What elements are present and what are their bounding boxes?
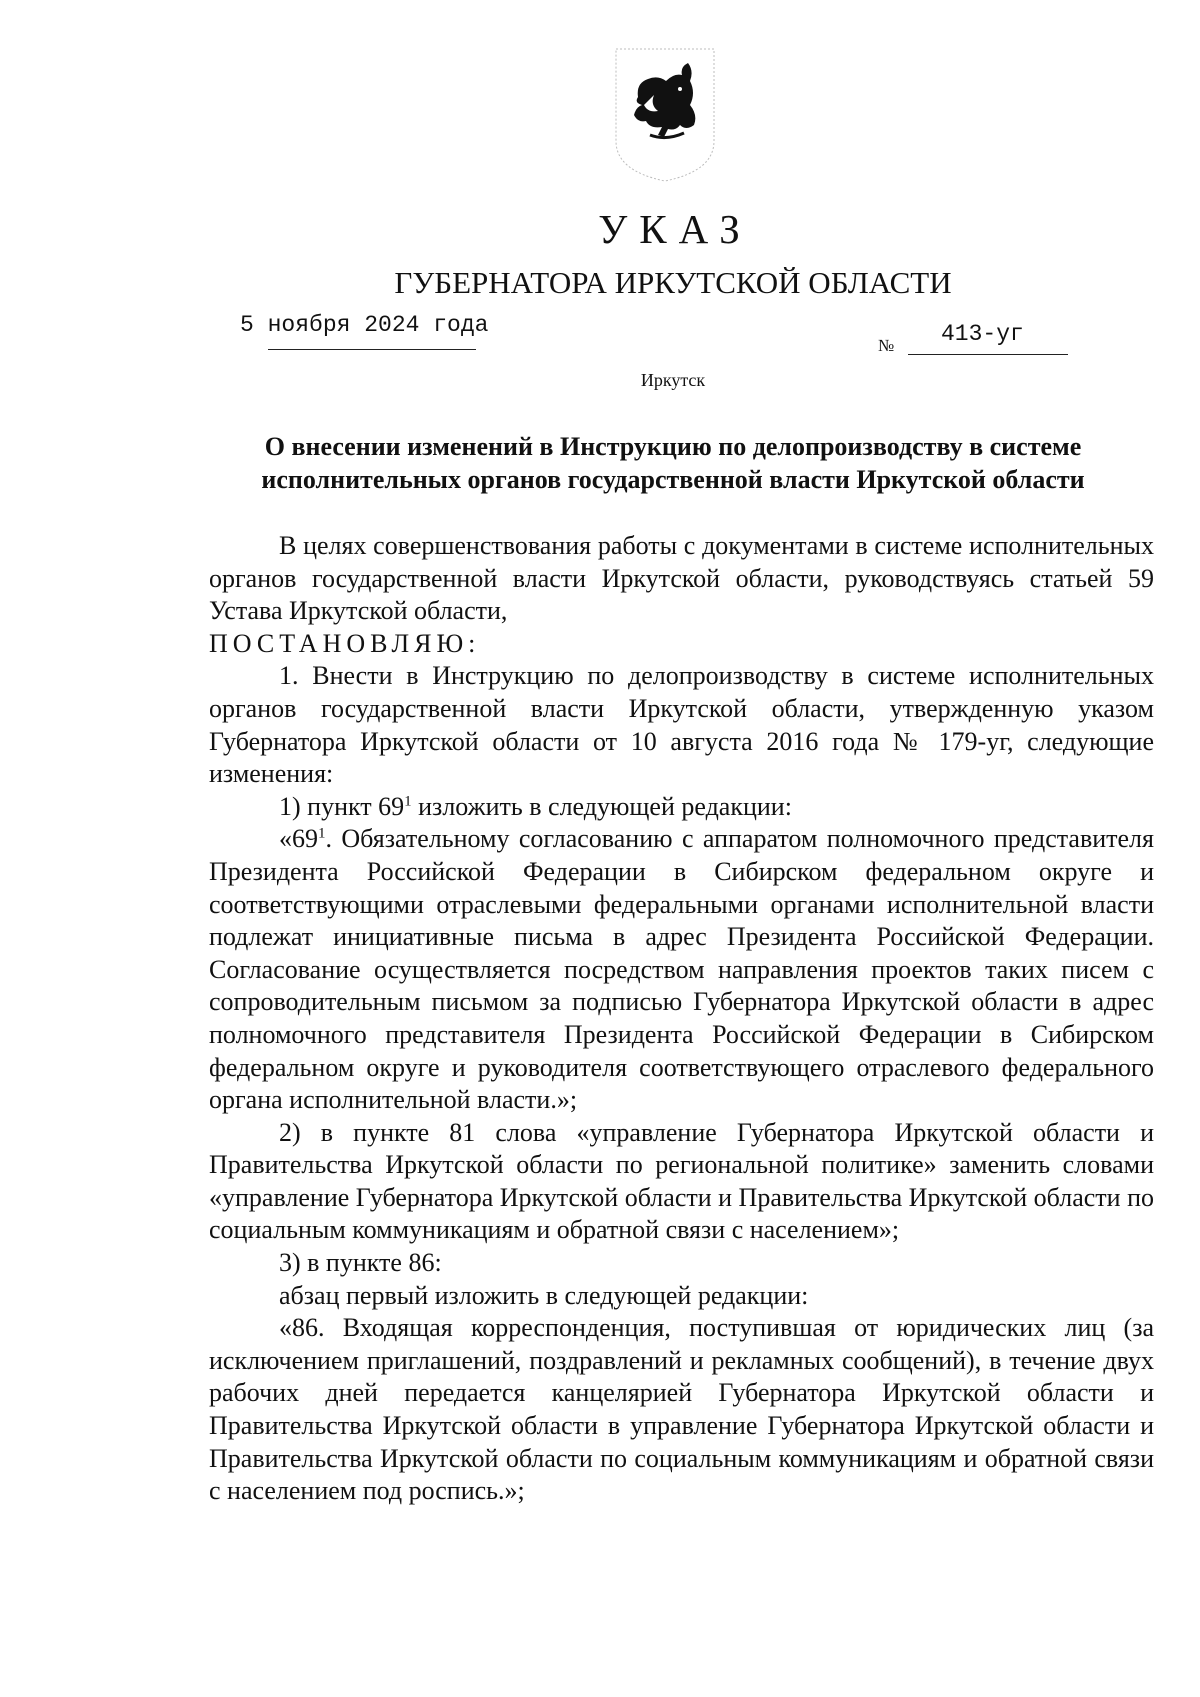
quote-69-superscript: 1 <box>318 825 326 842</box>
decree-word: ПОСТАНОВЛЯЮ: <box>209 628 481 658</box>
subitem-1-text-a: 1) пункт 69 <box>279 791 405 821</box>
item-1-paragraph: 1. Внести в Инструкцию по делопроизводству в системе исполнительных органов государственной власти Иркутской области, утвержденную указом Губернатора Иркутской области от 10 августа 2016 года № 179-уг, следующие изменения: <box>209 661 1154 789</box>
document-body <box>209 530 1154 1508</box>
coat-of-arms-emblem <box>610 45 720 185</box>
subitem-2-paragraph: 2) в пункте 81 слова «управление Губернатора Иркутской области и Правительства Иркутской области по региональной политике» заменить словами «управление Губернатора Иркутской области и Правительства Иркутской области по социальным коммуникациям и обратной связи с населением»; <box>209 1117 1154 1245</box>
subitem-3-paragraph: 3) в пункте 86: <box>279 1248 442 1278</box>
heading-line-2: исполнительных органов государственной власти Иркутской области <box>261 465 1085 494</box>
quote-86-paragraph: «86. Входящая корреспонденция, поступившая от юридических лиц (за исключением приглашений, поздравлений и рекламных сообщений), в течение двух рабочих дней передается канцелярией Губернатора Иркутской области и Правительства Иркутской области в управление Губернатора Иркутской области и Правительства Иркутской области по социальным коммуникациям и обратной связи с населением под роспись.»; <box>209 1313 1154 1506</box>
document-heading <box>200 430 1146 496</box>
heading-line-1: О внесении изменений в Инструкцию по делопроизводству в системе <box>264 432 1082 461</box>
subitem-1-superscript: 1 <box>404 793 412 810</box>
number-underline <box>908 354 1068 355</box>
document-date: 5 ноября 2024 года <box>240 312 489 338</box>
intro-paragraph: В целях совершенствования работы с документами в системе исполнительных органов государственной власти Иркутской области, руководствуясь статьей 59 Устава Иркутской области, <box>209 531 1154 626</box>
quote-69-text-b: . Обязательному согласованию с аппаратом полномочного представителя Президента Российской Федерации в Сибирском федеральном округе и соответствующими отраслевыми федеральными органами исполнительной власти подлежат инициативные письма в адрес Президента Российской Федерации. Согласование осуществляется посредством направления проектов таких писем с сопроводительным письмом за подписью Губернатора Иркутской области в адрес полномочного представителя Президента Российской Федерации в Сибирском федеральном округе и руководителя соответствующего отраслевого федерального органа исполнительной власти.»; <box>209 824 1154 1115</box>
subitem-1-paragraph <box>209 791 1154 824</box>
subitem-3-instruction: абзац первый изложить в следующей редакции: <box>279 1280 809 1310</box>
city-label: Иркутск <box>640 370 706 390</box>
document-type-title: УКАЗ <box>598 206 752 252</box>
number-sign: № <box>878 336 895 355</box>
date-underline <box>268 349 476 350</box>
issuer-title: ГУБЕРНАТОРА ИРКУТСКОЙ ОБЛАСТИ <box>394 265 952 300</box>
subitem-1-text-b: изложить в следующей редакции: <box>411 791 792 821</box>
quote-69-text-a: «69 <box>279 824 318 854</box>
document-number: 413-уг <box>941 321 1024 347</box>
quote-69-paragraph <box>209 823 1154 1116</box>
